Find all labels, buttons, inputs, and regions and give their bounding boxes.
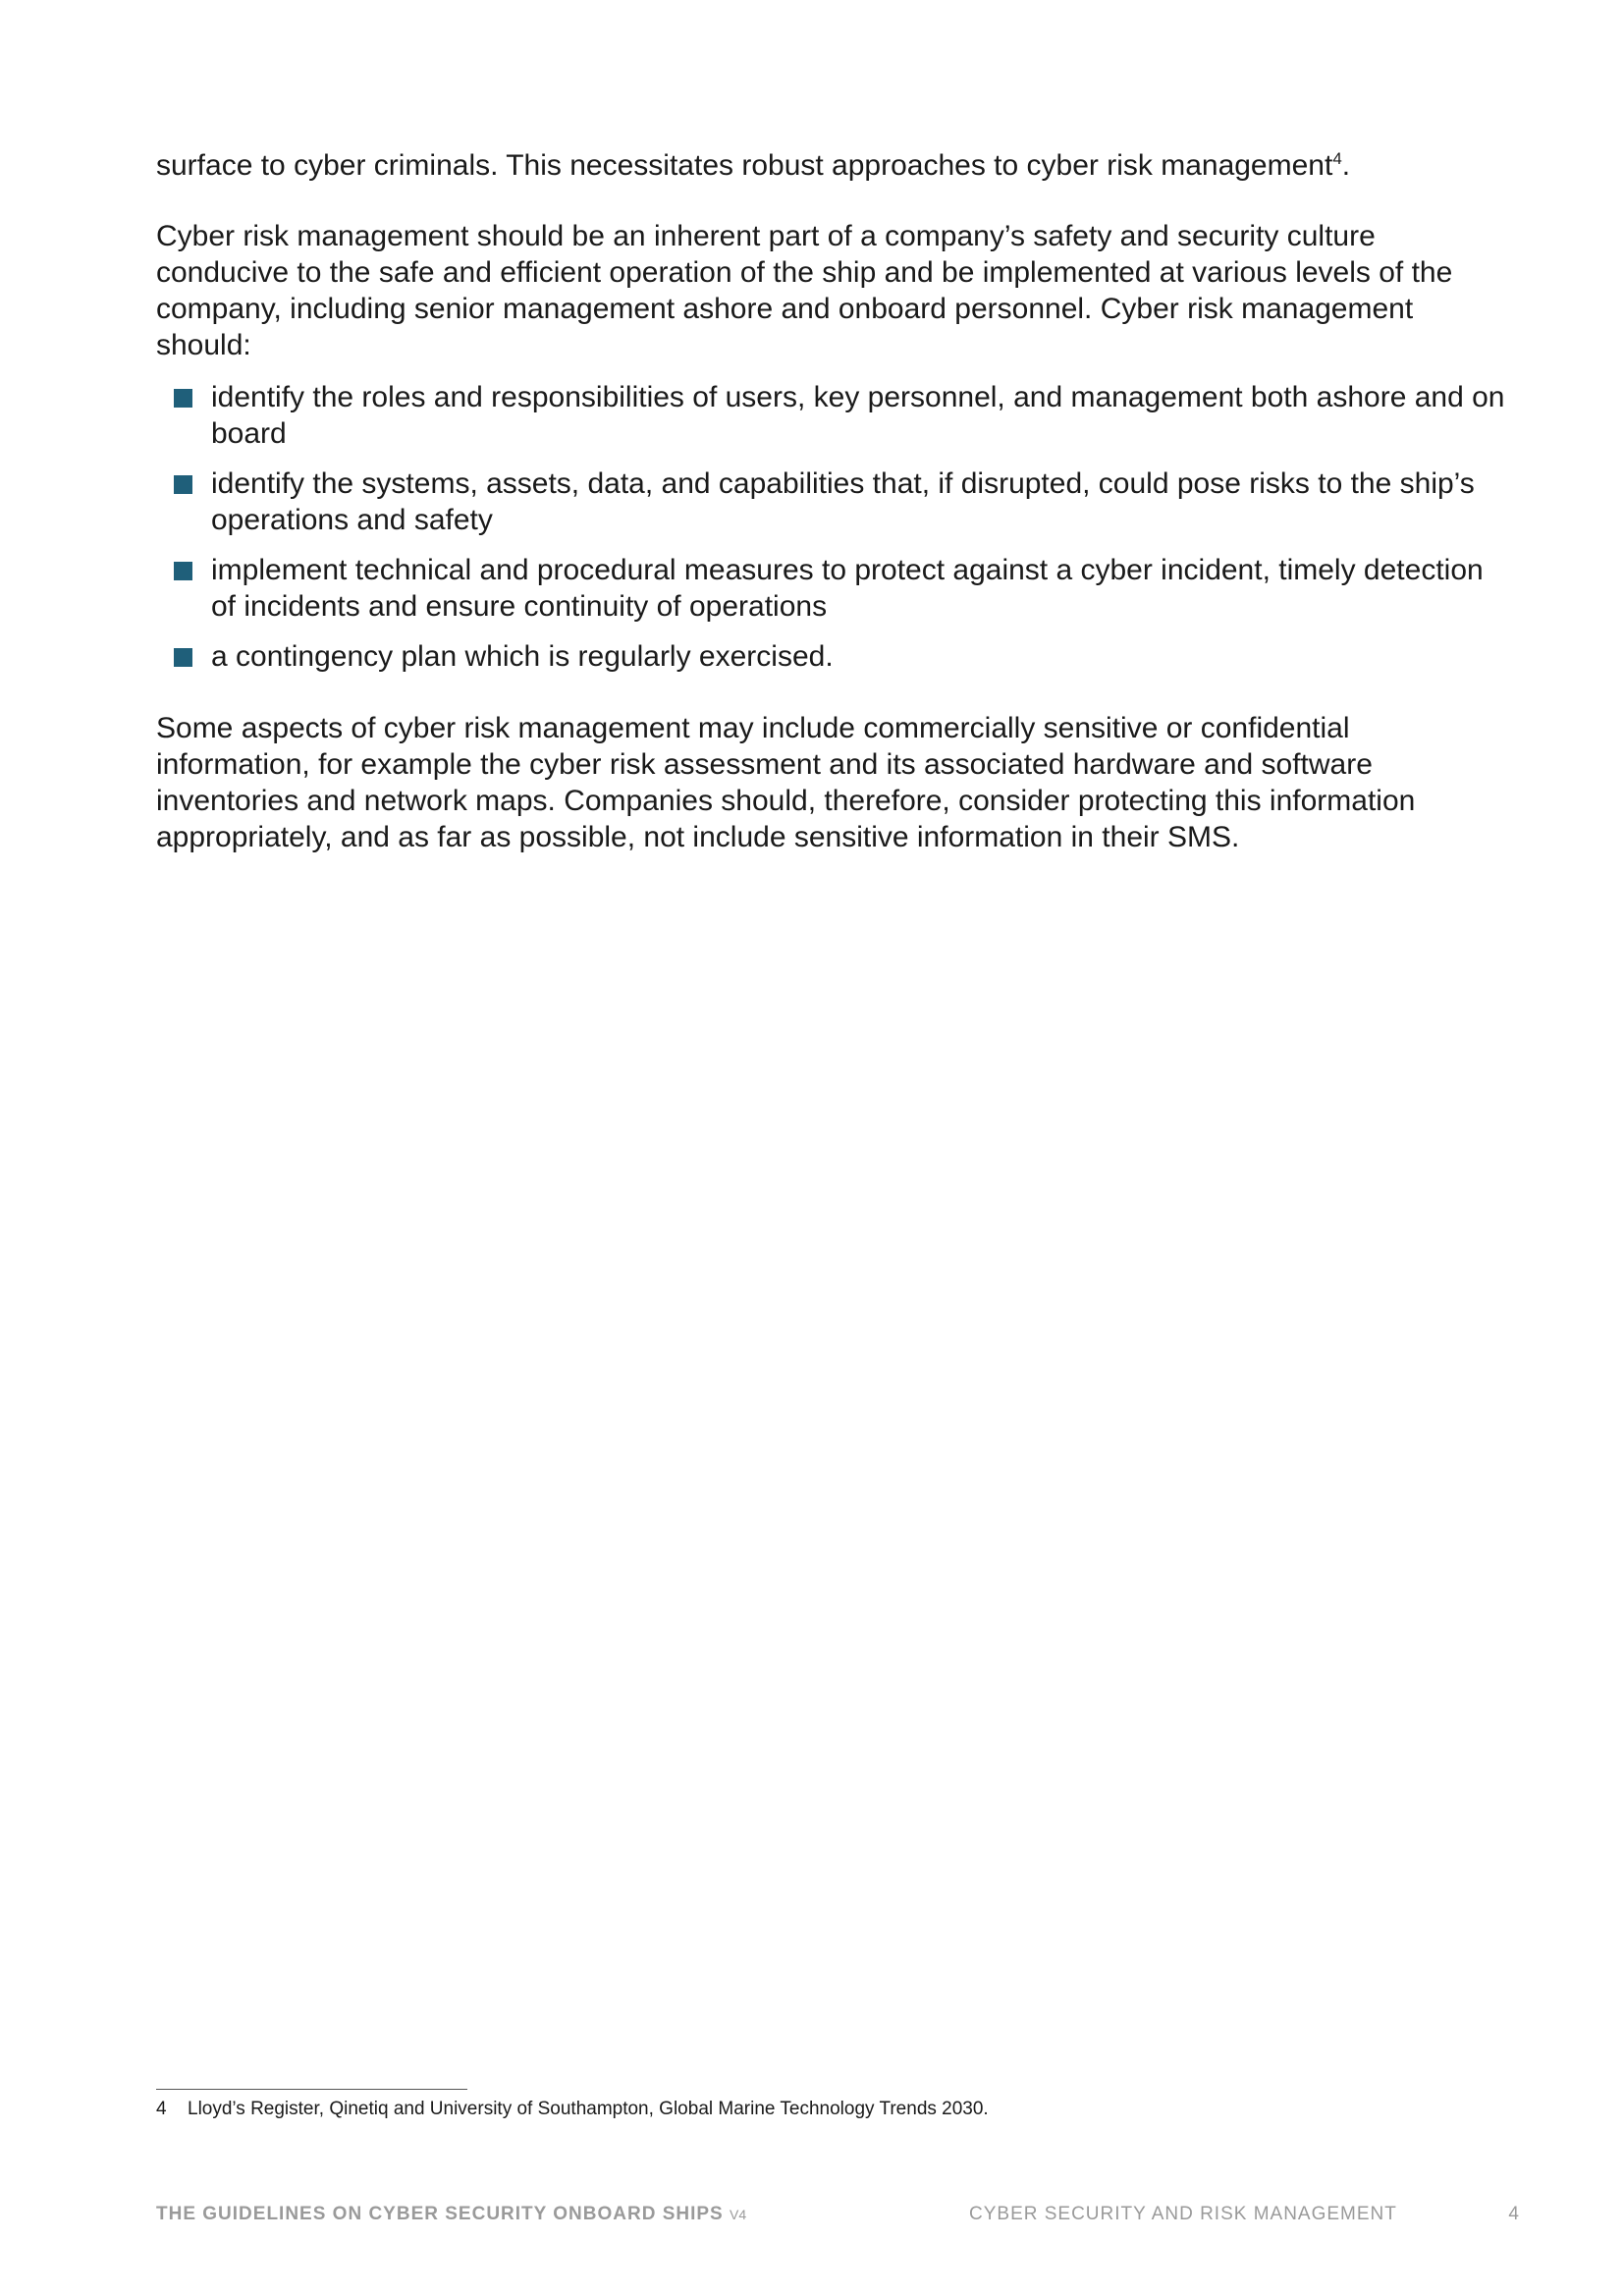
footnote-text: Lloyd’s Register, Qinetiq and University of Southampton, Global Marine Technology Trends 2030. [188, 2099, 989, 2119]
square-bullet-icon [174, 562, 192, 580]
list-item [156, 379, 1511, 452]
square-bullet-icon [174, 389, 192, 408]
list-item [156, 638, 1511, 675]
square-bullet-icon [174, 475, 192, 494]
footnote [156, 2098, 989, 2121]
page-number: 4 [1508, 2204, 1519, 2224]
bullet-list [156, 379, 1511, 675]
footer-document-title [156, 2203, 746, 2226]
intro-end: . [1341, 149, 1351, 182]
paragraph-confidentiality: Some aspects of cyber risk management may include commercially sensitive or confidential information, for example the cyber risk assessment and its associated hardware and software inventories and network maps. Companies should, therefore, consider protecting this information appropriately, and as far as possible, not include sensitive information in their SMS. [156, 712, 1416, 853]
footnote-divider [156, 2089, 467, 2090]
list-item-text: a contingency plan which is regularly exercised. [211, 640, 834, 673]
list-item [156, 465, 1511, 538]
list-item-text: implement technical and procedural measures to protect against a cyber incident, timely detection of incidents and ensure continuity of operations [211, 554, 1484, 623]
footnote-reference[interactable]: 4 [1332, 149, 1342, 168]
footer-section-title: CYBER SECURITY AND RISK MANAGEMENT [969, 2204, 1397, 2224]
intro-paragraph [156, 147, 1511, 184]
list-item-text: identify the systems, assets, data, and capabilities that, if disrupted, could pose risks to the ship’s operations and safety [211, 467, 1475, 536]
square-bullet-icon [174, 648, 192, 667]
footer-version: V4 [730, 2207, 747, 2222]
list-item-text: identify the roles and responsibilities of users, key personnel, and management both ashore and on board [211, 381, 1505, 450]
document-body [156, 147, 1511, 855]
list-item [156, 552, 1511, 625]
intro-text: surface to cyber criminals. This necessitates robust approaches to cyber risk management [156, 149, 1333, 182]
paragraph-risk-management: Cyber risk management should be an inherent part of a company’s safety and security culture conducive to the safe and efficient operation of the ship and be implemented at various levels of the company, including senior management ashore and onboard personnel. Cyber risk management should: [156, 220, 1453, 361]
footer-title-text: THE GUIDELINES ON CYBER SECURITY ONBOARD SHIPS [156, 2204, 724, 2224]
footnote-number: 4 [156, 2099, 167, 2119]
